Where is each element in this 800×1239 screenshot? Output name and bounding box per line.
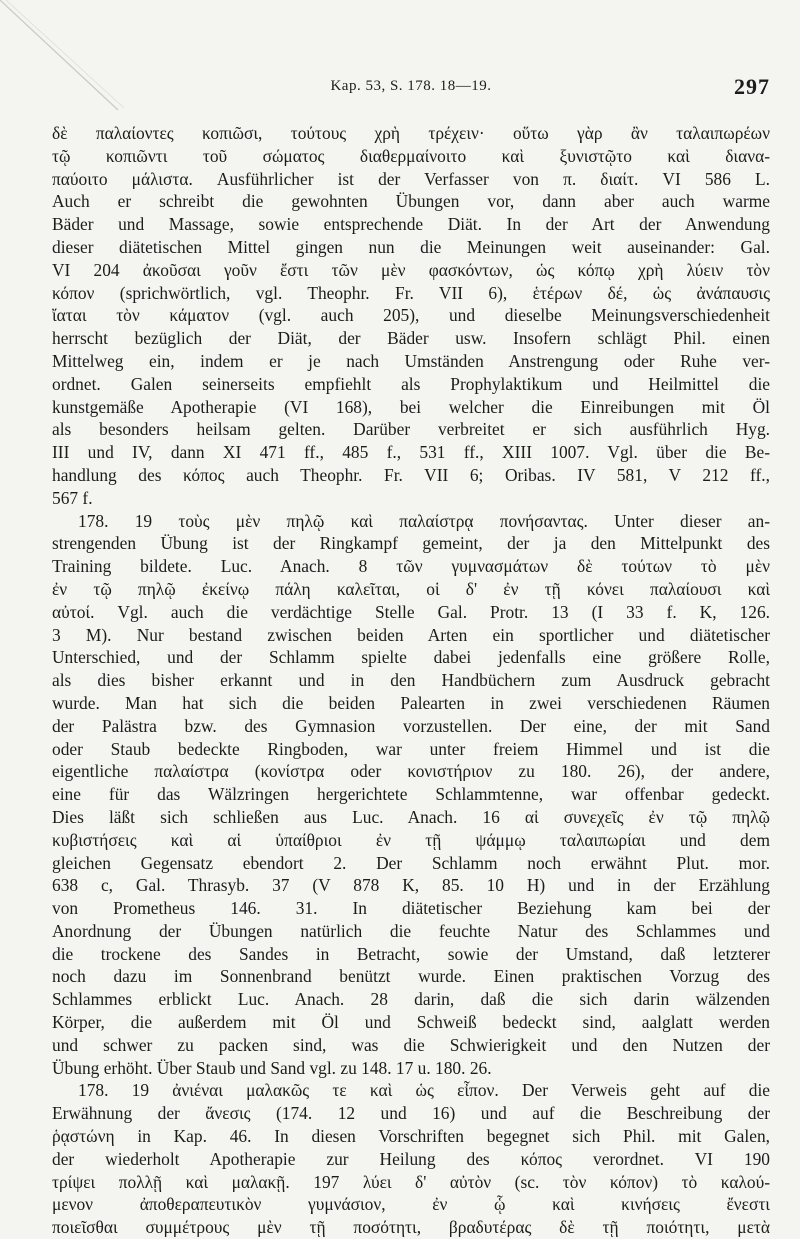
text-line: der Palästra bzw. des Gymnasion vorzustellen. Der eine, der mit Sand: [52, 715, 770, 736]
text-line: oder Staub bedeckte Ringboden, war unter freiem Himmel und ist die: [52, 738, 770, 759]
text-line: kunstgemäße Apotherapie (VI 168), bei welcher die Einreibungen mit Öl: [52, 396, 770, 417]
text-line: αὐτοί. Vgl. auch die verdächtige Stelle Gal. Protr. 13 (I 33 f. K, 126.: [52, 601, 770, 622]
text-line: 3 M). Nur bestand zwischen beiden Arten ein sportlicher und diätetischer: [52, 624, 770, 645]
text-line: 178. 19 ἀνιέναι μαλακῶς τε καὶ ὡς εἶπον. Der Verweis geht auf die: [78, 1080, 770, 1101]
text-line: Körper, die außerdem mit Öl und Schweiß bedeckt sind, aalglatt werden: [52, 1012, 770, 1033]
text-line: gleichen Gegensatz ebendort 2. Der Schlamm noch erwähnt Plut. mor.: [52, 852, 770, 873]
body-text: [52, 122, 770, 1239]
text-line: noch dazu im Sonnenbrand benützt wurde. Einen praktischen Vorzug des: [52, 966, 770, 987]
text-line: ποιεῖσθαι συμμέτρους μὲν τῇ ποσότητι, βραδυτέρας δὲ τῇ ποιότητι, μετὰ: [52, 1217, 770, 1238]
text-line: als besonders heilsam gelten. Darüber verbreitet er sich ausführlich Hyg.: [52, 419, 770, 440]
text-line: ordnet. Galen seinerseits empfiehlt als Prophylaktikum und Heilmittel die: [52, 373, 770, 394]
text-line: ἴαται τὸν κάματον (vgl. auch 205), und dieselbe Meinungsverschiedenheit: [52, 305, 770, 326]
text-line: τῷ κοπιῶντι τοῦ σώματος διαθερμαίνοιτο καὶ ξυνιστῷτο καὶ διανα-: [52, 145, 770, 166]
text-line: παύοιτο μάλιστα. Ausführlicher ist der Verfasser von π. διαίτ. VI 586 L.: [52, 168, 770, 189]
page-number: 297: [734, 74, 770, 99]
text-line: III und IV, dann XI 471 ff., 485 f., 531 ff., XIII 1007. Vgl. über die Be-: [52, 442, 770, 463]
text-line: Auch er schreibt die gewohnten Übungen vor, dann aber auch warme: [52, 191, 770, 212]
text-line: 638 c, Gal. Thrasyb. 37 (V 878 K, 85. 10 H) und in der Erzählung: [52, 875, 770, 896]
text-line: ῥᾳστώνη in Kap. 46. In diesen Vorschriften begegnet sich Phil. mit Galen,: [52, 1126, 770, 1147]
text-line: Training bildete. Luc. Anach. 8 τῶν γυμνασμάτων δὲ τούτων τὸ μὲν: [52, 556, 770, 577]
text-line: als dies bisher erkannt und in den Handbüchern zum Ausdruck gebracht: [52, 670, 770, 691]
text-line: Bäder und Massage, sowie entsprechende Diät. In der Art der Anwendung: [52, 214, 770, 235]
text-line: herrscht bezüglich der Diät, der Bäder usw. Insofern schlägt Phil. einen: [52, 328, 770, 349]
text-line: wurde. Man hat sich die beiden Palearten in zwei verschiedenen Räumen: [52, 692, 770, 713]
text-line: Erwähnung der ἄνεσις (174. 12 und 16) und auf die Beschreibung der: [52, 1103, 770, 1124]
text-line: VI 204 ἀκοῦσαι γοῦν ἔστι τῶν μὲν φασκόντων, ὡς κόπῳ χρὴ λύειν τὸν: [52, 259, 770, 280]
text-line: Unterschied, und der Schlamm spielte dabei jedenfalls eine größere Rolle,: [52, 647, 770, 668]
text-line: die trockene des Sandes in Betracht, sowie der Umstand, daß letzterer: [52, 943, 770, 964]
text-line: κυβιστήσεις καὶ αἱ ὑπαίθριοι ἐν τῇ ψάμμῳ ταλαιπωρίαι und dem: [52, 829, 770, 850]
text-line: dieser diätetischen Mittel gingen nun die Meinungen weit auseinander: Gal.: [52, 236, 770, 257]
text-line: und schwer zu packen sind, was die Schwierigkeit und den Nutzen der: [52, 1034, 770, 1055]
text-line: der wiederholt Apotherapie zur Heilung des κόπος verordnet. VI 190: [52, 1148, 770, 1169]
text-line: Dies läßt sich schließen aus Luc. Anach. 16 αἱ συνεχεῖς ἐν τῷ πηλῷ: [52, 806, 770, 827]
text-line: κόπον (sprichwörtlich, vgl. Theophr. Fr. VII 6), ἑτέρων δέ, ὡς ἀνάπαυσις: [52, 282, 770, 303]
text-line: strengenden Übung ist der Ringkampf gemeint, der ja den Mittelpunkt des: [52, 533, 770, 554]
text-line: von Prometheus 146. 31. In diätetischer Beziehung kam bei der: [52, 898, 770, 919]
running-head: Kap. 53, S. 178. 18—19.: [330, 78, 492, 94]
text-line: Übung erhöht. Über Staub und Sand vgl. zu 148. 17 u. 180. 26.: [52, 1057, 492, 1078]
page-header: [52, 74, 770, 104]
text-line: 567 f.: [52, 487, 93, 508]
text-line: eigentliche παλαίστρα (κονίστρα oder κονιστήριον zu 180. 26), der andere,: [52, 761, 770, 782]
text-line: eine für das Wälzringen hergerichtete Schlammtenne, war offenbar gedeckt.: [52, 784, 770, 805]
text-line: Mittelweg ein, indem er je nach Umständen Anstrengung oder Ruhe ver-: [52, 350, 770, 371]
text-line: 178. 19 τοὺς μὲν πηλῷ καὶ παλαίστρᾳ πονήσαντας. Unter dieser an-: [78, 510, 770, 531]
text-line: Schlammes erblickt Luc. Anach. 28 darin, daß die sich darin wälzenden: [52, 989, 770, 1010]
text-line: δὲ παλαίοντες κοπιῶσι, τούτους χρὴ τρέχειν· οὕτω γὰρ ἂν ταλαιπωρέων: [52, 123, 770, 143]
text-line: ἐν τῷ πηλῷ ἐκείνῳ πάλη καλεῖται, οἱ δ' ἐν τῇ κόνει παλαίουσι καὶ: [52, 578, 770, 599]
text-line: τρίψει πολλῇ καὶ μαλακῇ. 197 λύει δ' αὐτὸν (sc. τὸν κόπον) τὸ καλού-: [52, 1171, 770, 1192]
text-line: Anordnung der Übungen natürlich die feuchte Natur des Schlammes und: [52, 920, 770, 941]
text-line: μενον ἀποθεραπευτικὸν γυμνάσιον, ἐν ᾧ καὶ κινήσεις ἔνεστι: [52, 1194, 770, 1215]
text-line: handlung des κόπος auch Theophr. Fr. VII 6; Oribas. IV 581, V 212 ff.,: [52, 464, 770, 485]
